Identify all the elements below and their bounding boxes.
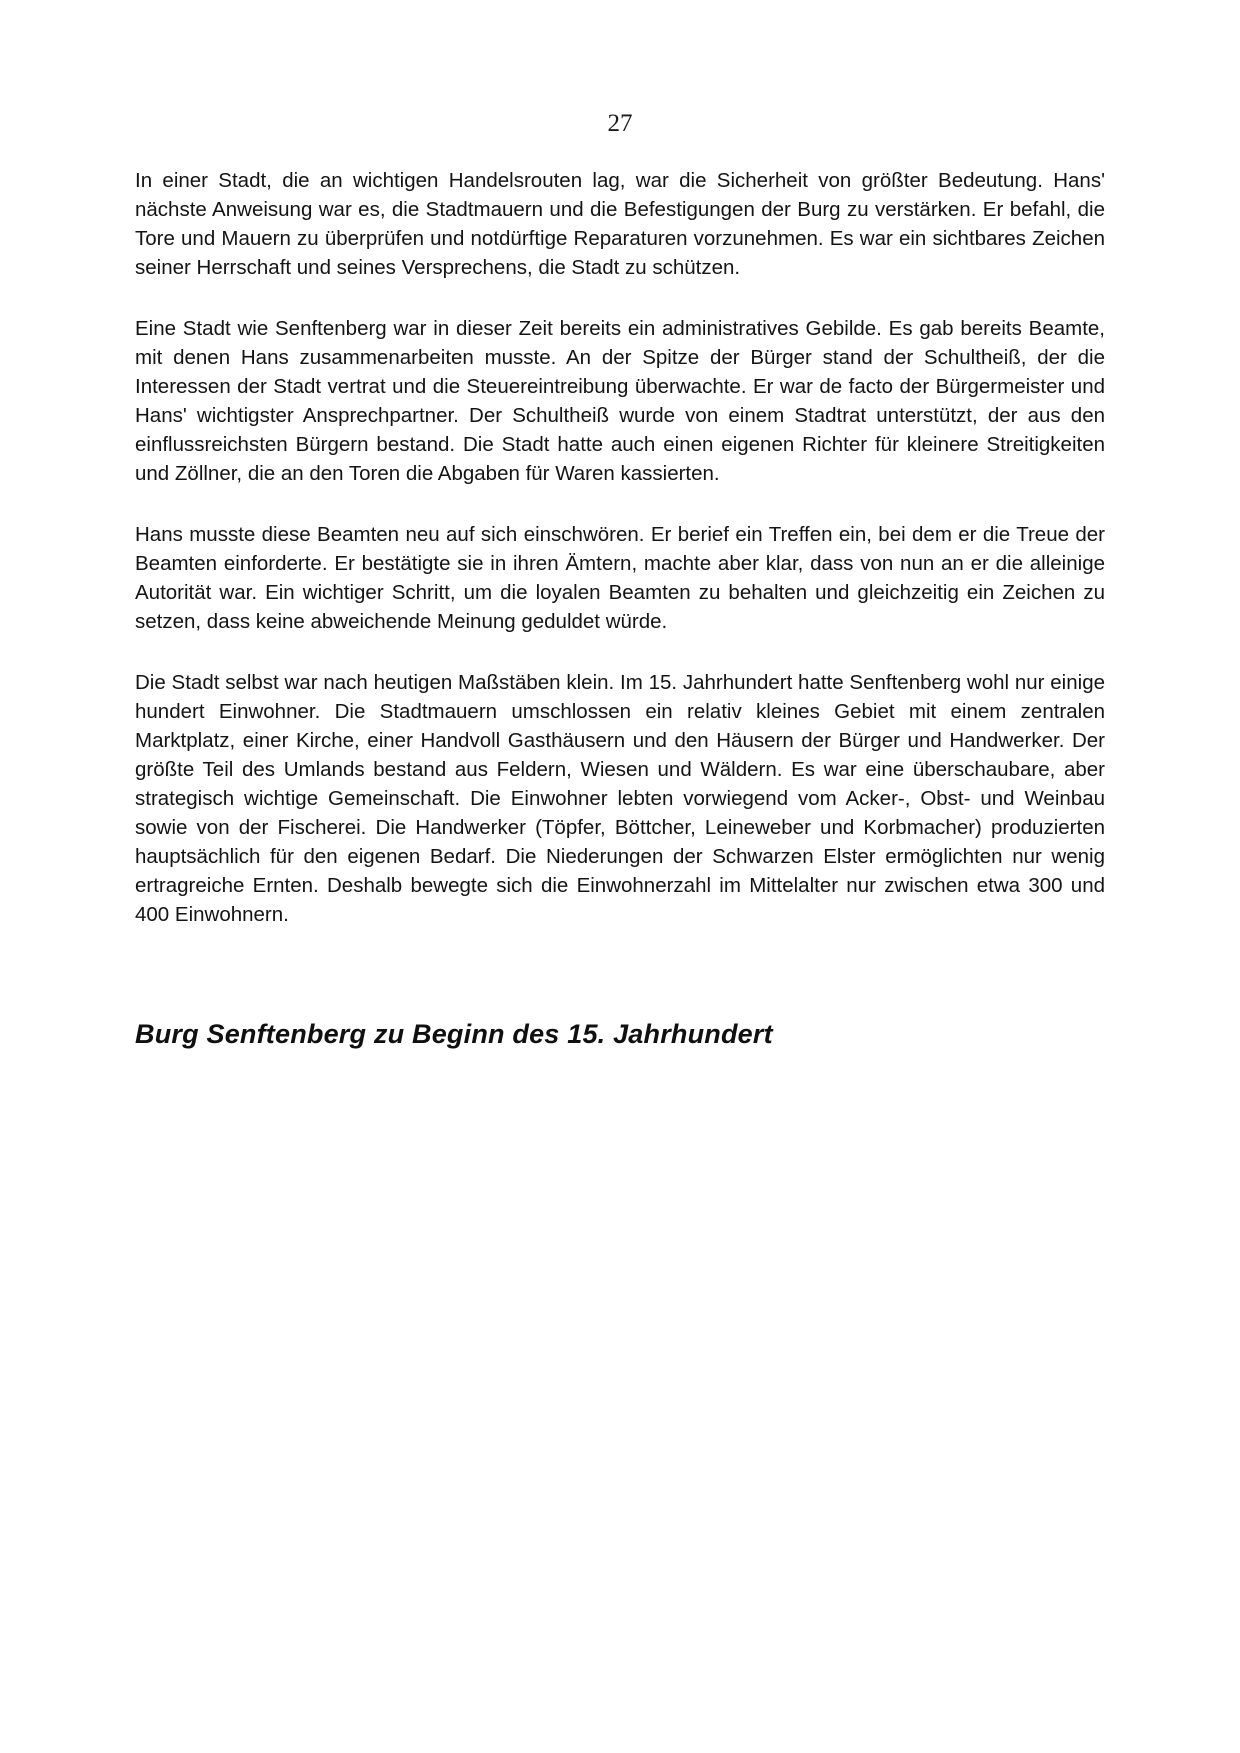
page-content bbox=[135, 166, 1105, 1050]
page-number: 27 bbox=[607, 110, 633, 137]
paragraph-security: In einer Stadt, die an wichtigen Handelsrouten lag, war die Sicherheit von größter Bedeutung. Hans' nächste Anweisung war es, die Stadtmauern und die Befestigungen der Burg zu verstärken. Er befahl, die Tore und Mauern zu überprüfen und notdürftige Reparaturen vorzunehmen. Es war ein sichtbares Zeichen seiner Herrschaft und seines Versprechens, die Stadt zu schützen. bbox=[135, 169, 1105, 279]
section-heading: Burg Senftenberg zu Beginn des 15. Jahrhundert bbox=[135, 1019, 773, 1049]
paragraph-officials-oath: Hans musste diese Beamten neu auf sich einschwören. Er berief ein Treffen ein, bei dem er die Treue der Beamten einforderte. Er bestätigte sie in ihren Ämtern, machte aber klar, dass von nun an er die alleinige Autorität war. Ein wichtiger Schritt, um die loyalen Beamten zu behalten und gleichzeitig ein Zeichen zu setzen, dass keine abweichende Meinung geduldet würde. bbox=[135, 523, 1105, 633]
paragraph-town-size: Die Stadt selbst war nach heutigen Maßstäben klein. Im 15. Jahrhundert hatte Senftenberg wohl nur einige hundert Einwohner. Die Stadtmauern umschlossen ein relativ kleines Gebiet mit einem zentralen Marktplatz, einer Kirche, einer Handvoll Gasthäusern und den Häusern der Bürger und Handwerker. Der größte Teil des Umlands bestand aus Feldern, Wiesen und Wäldern. Es war eine überschaubare, aber strategisch wichtige Gemeinschaft. Die Einwohner lebten vorwiegend vom Acker-, Obst- und Weinbau sowie von der Fischerei. Die Handwerker (Töpfer, Böttcher, Leineweber und Korbmacher) produzierten hauptsächlich für den eigenen Bedarf. Die Niederungen der Schwarzen Elster ermöglichten nur wenig ertragreiche Ernten. Deshalb bewegte sich die Einwohnerzahl im Mittelalter nur zwischen etwa 300 und 400 Einwohnern. bbox=[135, 671, 1105, 926]
paragraph-administration: Eine Stadt wie Senftenberg war in dieser Zeit bereits ein administratives Gebilde. Es gab bereits Beamte, mit denen Hans zusammenarbeiten musste. An der Spitze der Bürger stand der Schultheiß, der die Interessen der Stadt vertrat und die Steuereintreibung überwachte. Er war de facto der Bürgermeister und Hans' wichtigster Ansprechpartner. Der Schultheiß wurde von einem Stadtrat unterstützt, der aus den einflussreichsten Bürgern bestand. Die Stadt hatte auch einen eigenen Richter für kleinere Streitigkeiten und Zöllner, die an den Toren die Abgaben für Waren kassierten. bbox=[135, 317, 1105, 485]
